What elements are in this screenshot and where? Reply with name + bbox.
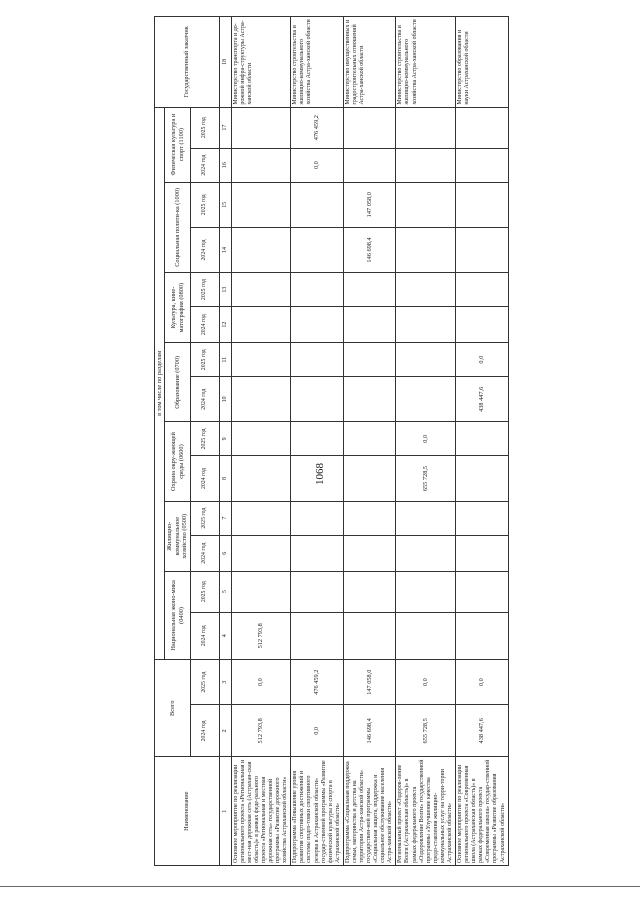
header-year: 2025 год [190, 107, 219, 148]
value-cell [343, 612, 396, 660]
value-cell [291, 182, 344, 227]
header-year: 2024 год [190, 377, 219, 422]
value-cell [231, 227, 291, 272]
value-cell [456, 227, 509, 272]
value-cell [343, 535, 396, 571]
column-number: 7 [219, 501, 231, 535]
header-section: Физическая культура и спорт (1100) [165, 107, 190, 182]
value-cell [456, 182, 509, 227]
column-number: 11 [219, 343, 231, 377]
value-cell [396, 227, 456, 272]
value-cell: 655 728,5 [396, 705, 456, 757]
row-name: Подпрограмма «Повышение уровня развития спортивных достижений и системы подго-товки спортивного резерва в Астраханской области» государ-ственной программы «Развитие физической культуры и спорта в Астраханской области» [291, 757, 344, 866]
row-customer: Министерство образования и науки Астраханской области [456, 17, 509, 108]
column-number: 13 [219, 273, 231, 307]
value-cell [396, 343, 456, 377]
value-cell [396, 501, 456, 535]
value-cell [343, 377, 396, 422]
row-name: Основное мероприятие по реализации регионального проекта «Региональная и мест-ная дорожная сеть (Астрахан-ская область)» в рамках феде-рального проекта «Региональная и местная дорожная сеть» государственной программы «Развитие дорожного хозяйства Астраханской области» [231, 757, 291, 866]
column-number: 12 [219, 307, 231, 343]
value-cell [231, 107, 291, 148]
header-year: 2025 год [190, 422, 219, 456]
value-cell [456, 535, 509, 571]
header-year: 2024 год [190, 307, 219, 343]
value-cell [231, 377, 291, 422]
value-cell [231, 148, 291, 182]
header-section: Национальная эконо-мика (0400) [165, 571, 190, 659]
value-cell [291, 612, 344, 660]
row-name: Региональный проект «Оздоров-ление Волги (Астраханская область)» в рамках федерального проекта «Оздоровление Волги» государственной программы «Улучшение качества предо-ставления жилищно-коммунальных услуг на терри-тории Астраханской области» [396, 757, 456, 866]
value-cell: 0,0 [456, 343, 509, 377]
column-number: 8 [219, 456, 231, 501]
value-cell [456, 107, 509, 148]
value-cell: 438 447,6 [456, 377, 509, 422]
header-by-sections: в том числе по разделам [155, 107, 165, 659]
value-cell [396, 182, 456, 227]
value-cell: 512 793,8 [231, 612, 291, 660]
value-cell [231, 343, 291, 377]
value-cell [396, 307, 456, 343]
column-number: 17 [219, 107, 231, 148]
header-year: 2024 год [190, 148, 219, 182]
value-cell [456, 612, 509, 660]
value-cell [396, 571, 456, 612]
value-cell [396, 148, 456, 182]
value-cell [343, 501, 396, 535]
page-bottom-rule [0, 886, 640, 887]
header-year: 2024 год [190, 612, 219, 660]
row-customer: Министерство имущественных и градостроительных отношений Астра-ханской области [343, 17, 396, 108]
value-cell [396, 535, 456, 571]
value-cell: 476 459,2 [291, 660, 344, 705]
column-number: 6 [219, 535, 231, 571]
header-year: 2024 год [190, 535, 219, 571]
table-row [343, 17, 396, 866]
value-cell [343, 107, 396, 148]
column-number: 3 [219, 660, 231, 705]
value-cell: 147 058,0 [343, 660, 396, 705]
column-number: 4 [219, 612, 231, 660]
value-cell [343, 343, 396, 377]
value-cell [456, 148, 509, 182]
value-cell: 0,0 [456, 660, 509, 705]
value-cell [396, 612, 456, 660]
value-cell [291, 456, 344, 501]
column-number: 9 [219, 422, 231, 456]
value-cell: 0,0 [291, 705, 344, 757]
column-number: 2 [219, 705, 231, 757]
column-number: 1 [219, 757, 231, 866]
column-number: 15 [219, 182, 231, 227]
row-customer: Министерство строительства и жилищно-коммунального хозяйства Астра-ханской области [291, 17, 344, 108]
value-cell: 655 728,5 [396, 456, 456, 501]
value-cell [343, 273, 396, 307]
value-cell [456, 571, 509, 612]
header-section: Охрана окру-жающей среды (0600) [165, 422, 190, 501]
value-cell: 146 698,4 [343, 227, 396, 272]
value-cell [291, 501, 344, 535]
value-cell [291, 535, 344, 571]
value-cell: 0,0 [291, 148, 344, 182]
value-cell: 0,0 [396, 660, 456, 705]
header-year: 2024 год [190, 227, 219, 272]
column-number: 10 [219, 377, 231, 422]
header-section: Жилищно-коммунальное хозяйство (0500) [165, 501, 190, 571]
header-name: Наименование [155, 757, 220, 866]
value-cell [231, 307, 291, 343]
table-row [396, 17, 456, 866]
value-cell [456, 501, 509, 535]
value-cell [231, 571, 291, 612]
row-name: Основное мероприятие по реализации регионального проекта «Современная школа (Астраханская область)» в рамках федерального проекта «Современная школа» государ-ственной программы «Развитие образования Астраханской области» [456, 757, 509, 866]
header-year: 2025 год [190, 571, 219, 612]
value-cell [231, 456, 291, 501]
value-cell: 146 698,4 [343, 705, 396, 757]
budget-table [154, 16, 509, 866]
value-cell [291, 571, 344, 612]
page-number: 1068 [314, 463, 326, 485]
value-cell [343, 148, 396, 182]
value-cell [456, 273, 509, 307]
header-total: Всего [155, 660, 191, 757]
value-cell: 476 459,2 [291, 107, 344, 148]
value-cell [456, 456, 509, 501]
value-cell [291, 273, 344, 307]
value-cell [456, 307, 509, 343]
header-customer: Государственный заказчик [155, 17, 220, 108]
header-year: 2025 год [190, 343, 219, 377]
value-cell [231, 501, 291, 535]
value-cell [291, 422, 344, 456]
header-year: 2025 год [190, 273, 219, 307]
rotated-table-container [154, 16, 640, 866]
row-customer: Министерство транспорта и до-рожной инфра-структуры Астра-ханской области [231, 17, 291, 108]
column-number: 18 [219, 17, 231, 108]
value-cell: 0,0 [396, 422, 456, 456]
value-cell: 0,0 [231, 660, 291, 705]
header-section: Социальная полити-ка (1000) [165, 182, 190, 273]
value-cell [231, 273, 291, 307]
value-cell [343, 571, 396, 612]
value-cell [231, 182, 291, 227]
value-cell [291, 307, 344, 343]
value-cell [396, 273, 456, 307]
header-year: 2025 год [190, 501, 219, 535]
header-year: 2024 год [190, 456, 219, 501]
value-cell [291, 227, 344, 272]
value-cell: 512 793,8 [231, 705, 291, 757]
column-number: 14 [219, 227, 231, 272]
value-cell [343, 307, 396, 343]
value-cell [231, 422, 291, 456]
header-year: 2024 год [190, 705, 219, 757]
value-cell [343, 422, 396, 456]
header-section: Культура, кине-матография (0800) [165, 273, 190, 343]
value-cell: 438 447,6 [456, 705, 509, 757]
value-cell: 147 058,0 [343, 182, 396, 227]
row-name: Подпрограмма «Социальная поддержка семьи, материнства и детства на территории Астра-ханской области» государствен-ной программы «Социальная защита, поддержка и социальное обслуживание населения Астра-ханской области» [343, 757, 396, 866]
value-cell [396, 377, 456, 422]
value-cell [291, 343, 344, 377]
value-cell [343, 456, 396, 501]
value-cell [456, 422, 509, 456]
header-section: Образование (0700) [165, 343, 190, 422]
value-cell [396, 107, 456, 148]
row-customer: Министерство строительства и жилищно-коммунального хозяйства Астра-ханской области [396, 17, 456, 108]
header-year: 2025 год [190, 660, 219, 705]
table-row [291, 17, 344, 866]
value-cell [291, 377, 344, 422]
column-number: 5 [219, 571, 231, 612]
column-number: 16 [219, 148, 231, 182]
table-row [231, 17, 291, 866]
value-cell [231, 535, 291, 571]
table-row [456, 17, 509, 866]
header-year: 2025 год [190, 182, 219, 227]
